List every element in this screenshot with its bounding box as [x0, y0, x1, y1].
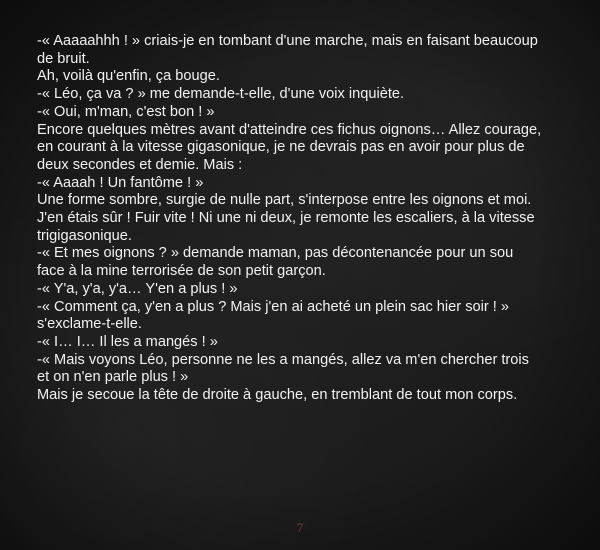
text-line: Encore quelques mètres avant d'atteindre ces fichus oignons… Allez courage,	[37, 121, 542, 138]
text-line: -« Aaaaahhh ! » criais-je en tombant d'une marche, mais en faisant beaucoup	[37, 33, 538, 49]
text-line: -« Mais voyons Léo, personne ne les a mangés, allez va m'en chercher trois	[37, 351, 529, 368]
text-line: Mais je secoue la tête de droite à gauche, en tremblant de tout mon corps.	[37, 387, 518, 404]
text-line: deux secondes et demie. Mais :	[37, 156, 243, 173]
story-text	[37, 33, 577, 405]
text-line: -« Aaaah ! Un fantôme ! »	[37, 174, 204, 191]
text-line: face à la mine terrorisée de son petit garçon.	[37, 263, 326, 280]
text-line: Ah, voilà qu'enfin, ça bouge.	[37, 68, 220, 85]
text-line: trigigasonique.	[37, 227, 132, 244]
text-line: Une forme sombre, surgie de nulle part, s'interpose entre les oignons et moi.	[37, 192, 532, 209]
text-line: -« Et mes oignons ? » demande maman, pas décontenancée pour un sou	[37, 245, 514, 262]
text-line: -« Léo, ça va ? » me demande-t-elle, d'une voix inquiète.	[37, 86, 405, 103]
text-line: -« I… I… Il les a mangés ! »	[37, 333, 218, 350]
page-number: 7	[296, 520, 304, 535]
text-line: -« Comment ça, y'en a plus ? Mais j'en ai acheté un plein sac hier soir ! »	[37, 298, 509, 315]
text-line: en courant à la vitesse gigasonique, je ne devrais pas en avoir pour plus de	[37, 139, 525, 156]
text-line: s'exclame-t-elle.	[37, 316, 142, 333]
text-line: et on n'en parle plus ! »	[37, 369, 189, 386]
text-line: -« Y'a, y'a, y'a… Y'en a plus ! »	[37, 280, 238, 297]
text-line: J'en étais sûr ! Fuir vite ! Ni une ni deux, je remonte les escaliers, à la vitesse	[37, 210, 535, 227]
text-line: de bruit.	[37, 50, 90, 67]
text-line: -« Oui, m'man, c'est bon ! »	[37, 103, 215, 120]
